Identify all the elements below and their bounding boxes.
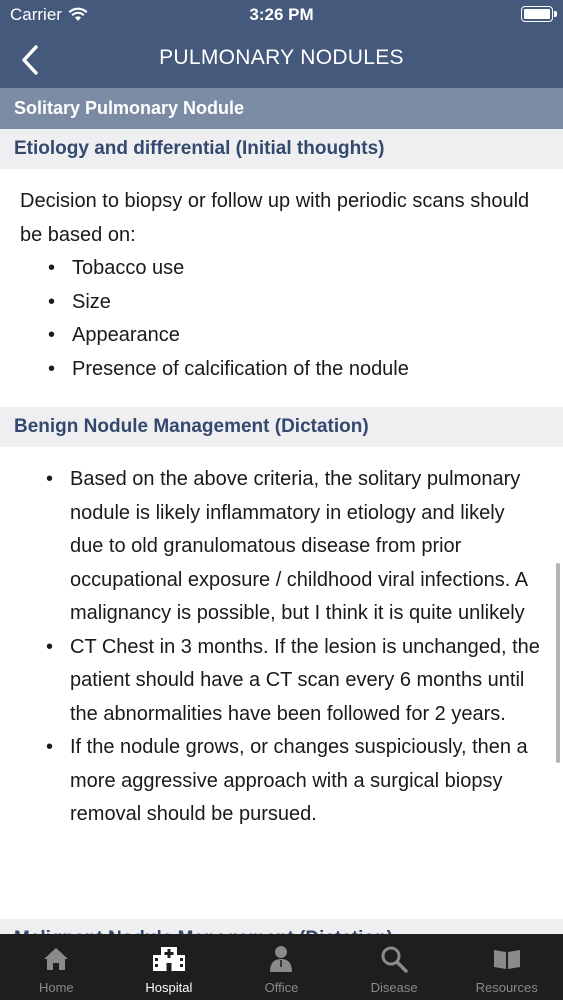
list-item: • Tobacco use [72,252,543,286]
carrier-label: Carrier [10,5,62,24]
tab-label: Home [38,980,74,995]
list-item: • Presence of calcification of the nodule [72,353,543,387]
etiology-header: Etiology and differential (Initial thoughts) [0,129,563,169]
home-icon [41,944,71,974]
status-bar [0,0,563,30]
section-header: Solitary Pulmonary Nodule [0,88,563,129]
tab-hospital[interactable] [113,934,226,1000]
tab-label: Disease [370,980,418,995]
page-title: PULMONARY NODULES [159,46,404,69]
tab-bar [0,934,563,1000]
tab-resources[interactable] [450,934,563,1000]
tab-label: Office [264,980,299,995]
benign-block [0,447,563,919]
tab-label: Hospital [145,980,193,995]
list-item: • If the nodule grows, or changes suspiciously, then a more aggressive approach with a surgical biopsy removal should be pursued. [70,731,543,832]
content-scroll-area[interactable] [0,88,563,934]
list-item: • Based on the above criteria, the solitary pulmonary nodule is likely inflammatory in etiology and likely due to old granulomatous disease from prior occupational exposure / childhood viral infections. A malignancy is possible, but I think it is quite unlikely [70,463,543,631]
list-item: • Size [72,286,543,320]
magnifier-icon [379,944,409,974]
etiology-list [72,252,543,386]
scroll-indicator[interactable] [556,563,560,763]
benign-list [70,463,543,832]
list-item: • Appearance [72,319,543,353]
battery-icon [521,6,553,22]
tab-office[interactable] [225,934,338,1000]
tab-label: Resources [475,980,538,995]
doctor-icon [266,944,296,974]
book-icon [492,944,522,974]
tab-home[interactable] [0,934,113,1000]
tab-disease[interactable] [338,934,451,1000]
etiology-block [0,169,563,407]
status-time: 3:26 PM [249,5,314,24]
list-item: • CT Chest in 3 months. If the lesion is unchanged, the patient should have a CT scan every 6 months until the abnormalities have been followed for 2 years. [70,631,543,732]
benign-header: Benign Nodule Management (Dictation) [0,407,563,447]
navigation-bar [0,30,563,88]
hospital-icon [154,944,184,974]
etiology-intro: Decision to biopsy or follow up with periodic scans should be based on: [20,190,530,246]
